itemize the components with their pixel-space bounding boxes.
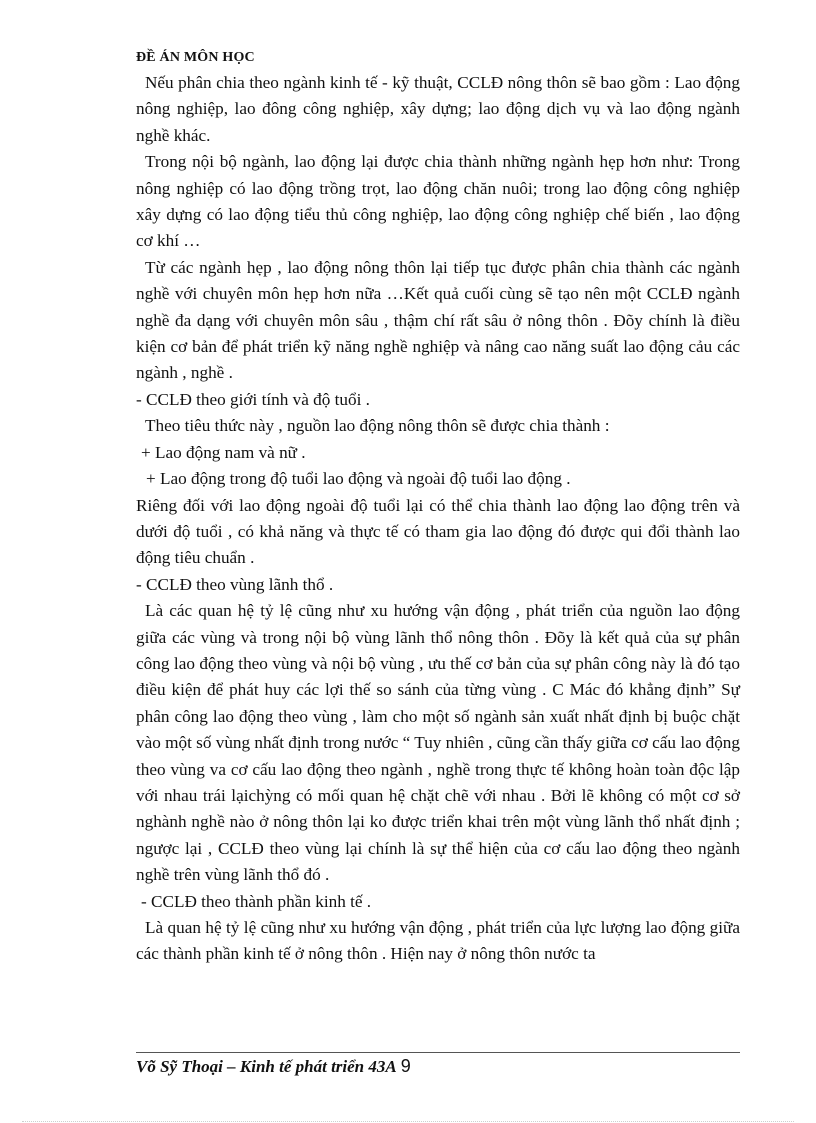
list-item-gender: + Lao động nam và nữ . [141,442,306,462]
footer-divider [136,1052,740,1053]
paragraph-territory: Là các quan hệ tỷ lệ cũng như xu hướng vận động , phát triển của nguồn lao động giữa các vùng và trong nội bộ vùng lãnh thổ nông thôn . Đõy là kết quả của sự phân công lao động theo vùng và nội bộ vùng , ưu thế cơ bản của sự phân công này là đó tạo điều kiện để phát huy các lợi thế so sánh của từng vùng . C Mác đó khẳng định” Sự phân công lao động theo vùng , làm cho một số ngành sản xuất nhất định bị buộc chặt vào một số vùng nhất định trong nước “ Tuy nhiên , cũng cần thấy giữa cơ cấu lao động theo vùng va cơ cấu lao động theo ngành , nghề trong thực tế không hoàn toàn độc lập với nhau trái lạichỳng có mối quan hệ chặt chẽ với nhau . Bởi lẽ không có một cơ sở nghành nghề nào ở nông thôn lại ko được triển khai trên một vùng lãnh thổ nhất định ; ngược lại , CCLĐ theo vùng lại chính là sự thể hiện của cơ cấu lao động theo ngành nghề trên vùng lãnh thổ đó . [136,601,740,885]
page-bottom-border [22,1121,794,1122]
heading-economic-sector: - CCLĐ theo thành phần kinh tế . [141,891,372,911]
paragraph-gender-age-intro: Theo tiêu thức này , nguồn lao động nông thôn sẽ được chia thành : [145,416,610,436]
document-body [136,70,740,968]
paragraph-outside-age: Riêng đối với lao động ngoài độ tuổi lại có thể chia thành lao động lao động trên và dưới độ tuổi , có khả năng và thực tế có tham gia lao động đó được qui đổi thành lao động tiêu chuẩn . [136,495,740,568]
heading-gender-age: - CCLĐ theo giới tính và độ tuổi . [136,389,370,409]
heading-territory: - CCLĐ theo vùng lãnh thổ . [136,574,334,594]
page-footer [136,1056,411,1077]
page-number: 9 [400,1056,411,1076]
paragraph-sector-classification: Nếu phân chia theo ngành kinh tế - kỹ thuật, CCLĐ nông thôn sẽ bao gồm : Lao động nông nghiệp, lao đông công nghiệp, xây dựng; lao động dịch vụ và lao động ngành nghề khác. [136,73,740,145]
list-item-age: + Lao động trong độ tuổi lao động và ngoài độ tuổi lao động . [146,469,571,489]
paragraph-narrow-sectors: Từ các ngành hẹp , lao động nông thôn lại tiếp tục được phân chia thành các ngành nghề với chuyên môn hẹp hơn nữa …Kết quả cuối cùng sẽ tạo nên một CCLĐ ngành nghề đa dạng với chuyên môn sâu , thậm chí rất sâu ở nông thôn . Đõy chính là điều kiện cơ bản để phát triển kỹ năng nghề nghiệp và nâng cao năng suất lao động cảu các ngành , nghề . [136,257,740,383]
paragraph-economic-sector: Là quan hệ tỷ lệ cũng như xu hướng vận động , phát triển của lực lượng lao động giữa các thành phần kinh tế ở nông thôn . Hiện nay ở nông thôn nước ta [136,918,740,964]
footer-author: Võ Sỹ Thoại – Kinh tế phát triển 43A [136,1057,397,1076]
page-header-title: ĐỀ ÁN MÔN HỌC [136,50,255,65]
paragraph-internal-sectors: Trong nội bộ ngành, lao động lại được chia thành những ngành hẹp hơn như: Trong nông nghiệp có lao động trồng trọt, lao động chăn nuôi; trong lao động công nghiệp xây dựng có lao động tiểu thủ công nghiệp, lao động công nghiệp chế biến , lao động cơ khí … [136,152,740,251]
